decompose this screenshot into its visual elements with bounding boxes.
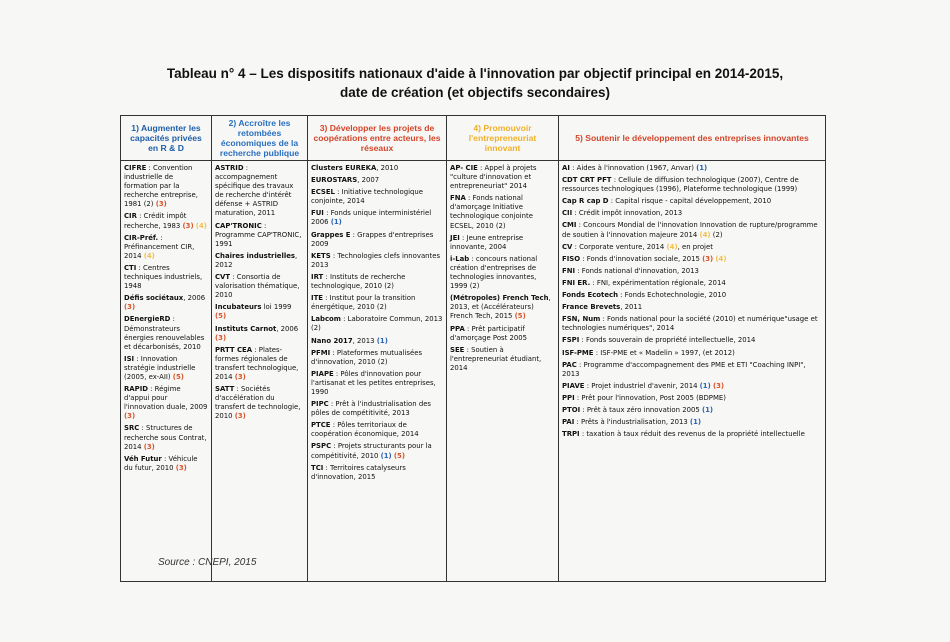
measure-item (311, 400, 443, 418)
measure-name: Labcom (311, 315, 341, 324)
measure-name: Incubateurs (215, 303, 262, 312)
measure-desc: , 2013, et (Accélérateurs) French Tech, 2015 (450, 294, 551, 321)
measure-desc: : Instituts de recherche technologique, 2010 (311, 272, 406, 291)
measure-item (450, 194, 555, 230)
measure-desc: : Fonds national d'innovation, 2013 (575, 266, 699, 275)
measure-desc: : Pôles territoriaux de coopération économique, 2014 (311, 421, 419, 439)
secondary-objective-tag: (2) (495, 221, 506, 230)
measure-name: PTCE (311, 421, 331, 430)
measure-desc: : Structures de recherche sous Contrat, 2014 (124, 424, 207, 451)
header-objective-3: 3) Développer les projets de coopérations entre acteurs, les réseaux (308, 116, 447, 161)
measure-item (124, 164, 208, 209)
measure-desc: : Laboratoire Commun, 2013 (340, 315, 443, 324)
measure-item (311, 252, 443, 270)
measure-desc: : Aides à l'innovation (1967, Anvar) (569, 164, 697, 172)
measure-desc: , 2007 (357, 176, 380, 185)
secondary-objective-tag: (3) (234, 412, 246, 421)
measure-item (311, 370, 443, 397)
secondary-objective-tag: (5) (514, 312, 526, 321)
measure-item (562, 418, 822, 427)
secondary-objective-tag: (1) (376, 336, 388, 345)
measure-item (311, 349, 443, 367)
measure-name: i-Lab (450, 254, 470, 263)
measure-name: PAC (562, 360, 577, 369)
secondary-objective-tag: (3) (712, 381, 725, 390)
measure-item (311, 176, 443, 185)
measure-item (215, 385, 304, 421)
measure-name: SATT (215, 385, 235, 394)
measure-desc: : Innovation stratégie industrielle (2005, ex-AII) (124, 354, 196, 381)
measure-item (450, 255, 555, 291)
measure-name: PFMI (311, 348, 331, 357)
measure-item (215, 252, 304, 270)
secondary-objective-tag: (2) (469, 282, 480, 291)
measure-item (311, 442, 443, 460)
measure-item (450, 234, 555, 252)
measure-desc: , 2010 (376, 164, 399, 172)
measure-desc: : Prêt à taux zéro innovation 2005 (580, 405, 702, 414)
measure-desc: : Fonds d'innovation sociale, 2015 (580, 254, 703, 263)
measure-name: PIPC (311, 400, 329, 409)
measure-item (215, 222, 304, 249)
measure-item (124, 294, 208, 312)
measure-name: PPI (562, 393, 575, 402)
measure-item (124, 385, 208, 421)
measure-item (311, 209, 443, 227)
secondary-objective-tag: (3) (175, 463, 187, 472)
measure-desc: : Appel à projets "culture d'innovation et entrepreneuriat" 2014 (450, 164, 537, 191)
secondary-objective-tag: (5) (172, 372, 184, 381)
measure-name: IRT (311, 272, 324, 281)
measure-desc: : Prêts à l'industrialisation, 2013 (574, 418, 690, 427)
measure-name: PTOI (562, 405, 581, 414)
measure-desc: : Grappes d'entreprises 2009 (311, 230, 434, 248)
measure-name: Véh Futur (124, 454, 162, 463)
measure-desc: : Capital risque - capital développement, 2010 (608, 197, 772, 206)
secondary-objective-tag: (3) (124, 303, 136, 312)
measure-desc: : Projets structurants pour la compétitivité, 2010 (311, 442, 432, 460)
measure-desc: : Consortia de valorisation thématique, 2010 (215, 273, 300, 300)
secondary-objective-tag: (1) (696, 164, 708, 172)
measure-desc: : Prêt participatif d'amorçage Post 2005 (450, 324, 528, 342)
measure-item (562, 382, 822, 391)
measure-desc: : Fonds national d'amorçage Initiative technologique conjointe ECSEL, 2010 (450, 194, 533, 230)
secondary-objective-tag: (4) (143, 251, 155, 260)
measure-name: FUI (311, 209, 324, 218)
measure-name: AI (562, 164, 570, 172)
measure-name: France Brevets (562, 303, 621, 312)
measure-name: CV (562, 242, 573, 251)
secondary-objective-tag: (4) (195, 221, 207, 230)
column-objective-3 (308, 161, 446, 581)
title-line-2: date de création (et objectifs secondaires) (339, 85, 611, 100)
measure-item (450, 325, 555, 343)
secondary-objective-tag: (2) (712, 230, 723, 239)
measure-item (124, 455, 208, 473)
measure-name: FISO (562, 254, 581, 263)
measure-name: KETS (311, 251, 331, 260)
measure-name: FNI ER. (562, 278, 591, 287)
measure-name: CII (562, 209, 573, 218)
measure-desc: : Soutien à l'entrepreneuriat étudiant, 2014 (450, 345, 542, 372)
secondary-objective-tag: (5) (215, 312, 227, 321)
measure-note: , en projet (677, 242, 713, 251)
measures-table (120, 115, 826, 582)
secondary-objective-tag: (1) (699, 381, 711, 390)
measure-desc: : FNI, expérimentation régionale, 2014 (590, 278, 726, 287)
measure-name: CIFRE (124, 164, 147, 172)
measure-item (124, 264, 208, 291)
column-objective-1 (121, 161, 211, 581)
measure-desc: : Régime d'appui pour l'innovation duale, 2009 (124, 385, 208, 412)
measure-item (562, 221, 822, 239)
measure-item (562, 176, 822, 194)
measure-name: EUROSTARS (311, 176, 358, 185)
measure-name: Grappes E (311, 230, 351, 239)
secondary-objective-tag: (3) (124, 412, 136, 421)
measure-name: (Métropoles) French Tech (450, 294, 549, 303)
secondary-objective-tag: (1) (380, 451, 392, 460)
measure-name: SEE (450, 345, 465, 354)
measure-desc: : Crédit impôt innovation, 2013 (572, 209, 683, 218)
measure-item (311, 464, 443, 482)
measure-item (311, 273, 443, 291)
secondary-objective-tag: (3) (234, 372, 246, 381)
measure-desc: : Institut pour la transition énergétique, 2010 (311, 294, 416, 312)
content-row (121, 161, 826, 582)
measure-item (562, 255, 822, 264)
secondary-objective-tag: (3) (143, 442, 155, 451)
secondary-objective-tag: (4) (666, 242, 678, 251)
measure-desc: , 2013 (352, 336, 377, 345)
secondary-objective-tag: (2) (376, 303, 387, 312)
measure-item (562, 406, 822, 415)
measure-name: CTI (124, 263, 137, 272)
measure-desc: : ISF-PME et « Madelin » 1997, (et 2012) (593, 348, 735, 357)
measure-desc: : Centres techniques industriels, 1948 (124, 263, 203, 291)
measure-item (311, 315, 443, 333)
secondary-objective-tag: (3) (155, 200, 167, 209)
measure-name: FSPI (562, 336, 580, 345)
measure-item (562, 361, 822, 379)
measure-name: Cap R cap D (562, 197, 609, 206)
measure-name: ASTRID (215, 164, 244, 172)
measure-name: TRPI (562, 430, 580, 439)
secondary-objective-tag: (2) (384, 282, 394, 291)
measure-item (124, 234, 208, 261)
measure-name: Fonds Ecotech (562, 291, 618, 300)
secondary-objective-tag: (2) (377, 357, 388, 366)
measure-name: Défis sociétaux (124, 294, 184, 303)
measure-desc: : Sociétés d'accélération du transfert de technologie, 2010 (215, 385, 301, 421)
measure-item (311, 421, 443, 439)
secondary-objective-tag: (4) (715, 254, 727, 263)
measure-name: Instituts Carnot (215, 324, 277, 333)
secondary-objective-tag: (5) (393, 451, 405, 460)
measure-desc: , 2006 (276, 324, 299, 333)
measure-name: FNI (562, 266, 576, 275)
header-objective-2: 2) Accroître les retombées économiques de la recherche publique (212, 116, 308, 161)
header-objective-1: 1) Augmenter les capacités privées en R & D (121, 116, 212, 161)
measure-item (124, 212, 208, 230)
measure-item (311, 231, 443, 249)
measure-desc: : accompagnement spécifique des travaux de recherche d'intérêt défense + ASTRID maturation, 2011 (215, 164, 294, 218)
measure-desc: : Territoires catalyseurs d'innovation, 2015 (311, 463, 406, 481)
measure-item (562, 243, 822, 252)
measure-item (450, 164, 555, 191)
column-objective-2 (212, 161, 307, 581)
measure-name: SRC (124, 424, 140, 433)
secondary-objective-tag: (1) (701, 405, 714, 414)
column-objective-5 (559, 161, 825, 581)
secondary-objective-tag: (3) (182, 221, 194, 230)
measure-desc: , 2006 (183, 294, 206, 303)
measure-name: CAP'TRONIC (215, 221, 262, 230)
measure-desc: : Plates-formes régionales de transfert technologique, 2014 (215, 345, 299, 381)
measure-item (124, 355, 208, 382)
measure-name: JEI (450, 233, 460, 242)
measure-item (215, 325, 304, 343)
measure-name: ISF-PME (562, 348, 594, 357)
measure-item (215, 346, 304, 382)
measure-item (215, 273, 304, 300)
measure-name: CDT CRT PFT (562, 176, 612, 185)
measure-item (215, 303, 304, 321)
measure-desc: : Préfinancement CIR, 2014 (124, 233, 195, 260)
measure-item (562, 291, 822, 300)
measure-item (450, 346, 555, 373)
measure-name: CIR (124, 212, 137, 221)
measure-item (311, 188, 443, 206)
measure-item (124, 424, 208, 451)
header-row (121, 116, 826, 161)
measure-desc: : Projet industriel d'avenir, 2014 (584, 381, 700, 390)
measure-name: Nano 2017 (311, 336, 353, 345)
source-note: Source : CNEPI, 2015 (158, 557, 257, 568)
measure-item (562, 267, 822, 276)
measure-desc: : Prêt à l'industrialisation des pôles de compétitivité, 2013 (311, 400, 432, 418)
measure-desc: : Fonds unique interministériel 2006 (311, 209, 432, 227)
measure-item (450, 294, 555, 321)
measure-item (562, 279, 822, 288)
measure-desc: , 2011 (620, 303, 643, 312)
measure-name: AP- CIE (450, 164, 478, 172)
measure-desc: : Cellule de diffusion technologique (2007), Centre de ressources technologiques (1996), Plateforme technologique (1999) (562, 176, 799, 194)
measure-item (124, 315, 208, 351)
measure-item (562, 164, 822, 173)
measure-desc: : Programme CAP'TRONIC, 1991 (215, 221, 302, 248)
measure-item (562, 336, 822, 345)
measure-name: PIAPE (311, 369, 334, 378)
secondary-objective-tag: (4) (699, 230, 711, 239)
measure-desc: : Corporate venture, 2014 (572, 242, 667, 251)
measure-item (215, 164, 304, 219)
measure-name: ITE (311, 294, 323, 303)
title-line-1: Tableau n° 4 – Les dispositifs nationaux d'aide à l'innovation par objectif principal en 2014-2015, (166, 66, 784, 81)
measure-item (562, 209, 822, 218)
header-objective-5: 5) Soutenir le développement des entreprises innovantes (559, 116, 826, 161)
measure-name: RAPID (124, 385, 148, 394)
measure-desc: : Démonstrateurs énergies renouvelables et décarbonisés, 2010 (124, 315, 205, 351)
measure-name: ISI (124, 354, 135, 363)
measure-desc: : Concours Mondial de l'innovation Innovation de rupture/programme de soutien à l'innovation majeure 2014 (562, 221, 818, 239)
secondary-objective-tag: (3) (215, 333, 227, 342)
measure-item (562, 303, 822, 312)
measure-name: CIR-Préf. (124, 233, 159, 242)
measure-desc: loi 1999 (261, 303, 292, 312)
measure-desc: : Initiative technologique conjointe, 2014 (311, 188, 424, 206)
measure-desc: : Programme d'accompagnement des PME et ETI "Coaching INPI", 2013 (562, 360, 806, 378)
measure-name: PIAVE (562, 381, 585, 390)
measure-desc: : taxation à taux réduit des revenus de la propriété intellectuelle (579, 430, 805, 439)
measure-desc: : Fonds souverain de propriété intellectuelle, 2014 (579, 336, 756, 345)
measure-item (311, 164, 443, 173)
measure-item (562, 394, 822, 403)
secondary-objective-tag: (2) (311, 324, 321, 333)
measure-item (311, 294, 443, 312)
secondary-objective-tag: (2) (143, 200, 154, 209)
measure-name: FSN, Num (562, 315, 601, 324)
measure-item (562, 197, 822, 206)
measure-name: FNA (450, 194, 466, 203)
measure-name: Clusters EUREKA (311, 164, 377, 172)
measure-name: PSPC (311, 442, 332, 451)
measure-name: DEnergieRD (124, 315, 171, 324)
measure-desc: : Fonds Echotechnologie, 2010 (617, 291, 727, 300)
measure-item (311, 337, 443, 346)
measure-name: ECSEL (311, 188, 335, 197)
measure-desc: : Fonds national pour la société (2010) et numérique"usage et technologies numériques", 2014 (562, 315, 818, 333)
table-title (0, 64, 950, 102)
measure-name: Chaires industrielles (215, 251, 295, 260)
measure-desc: : Technologies clefs innovantes 2013 (311, 251, 441, 269)
measure-desc: , 2012 (215, 251, 298, 269)
measure-name: PAI (562, 418, 575, 427)
measure-desc: : Crédit impôt recherche, 1983 (124, 212, 187, 230)
measure-item (562, 349, 822, 358)
measure-name: CMI (562, 221, 577, 230)
measure-name: CVT (215, 273, 231, 282)
column-objective-4 (447, 161, 558, 581)
secondary-objective-tag: (1) (689, 418, 702, 427)
measure-item (562, 430, 822, 439)
header-objective-4: 4) Promouvoir l'entrepreneuriat innovant (447, 116, 559, 161)
measure-desc: : Prêt pour l'innovation, Post 2005 (BDPME) (574, 393, 726, 402)
measure-desc: : Convention industrielle de formation par la recherche entreprise, 1981 (124, 164, 198, 209)
measure-name: PRTT CEA (215, 345, 253, 354)
measure-desc: : Jeune entreprise innovante, 2004 (450, 233, 524, 251)
measure-desc: : Plateformes mutualisées d'innovation, 2010 (311, 348, 423, 366)
measure-name: PPA (450, 324, 465, 333)
secondary-objective-tag: (1) (330, 218, 342, 227)
measure-item (562, 315, 822, 333)
measure-desc: : Véhicule du futur, 2010 (124, 454, 198, 472)
secondary-objective-tag: (3) (702, 254, 714, 263)
measure-desc: : Pôles d'innovation pour l'artisanat et les petites entreprises, 1990 (311, 369, 436, 396)
measure-desc: : concours national création d'entreprises de technologies innovantes, 1999 (450, 254, 538, 291)
measure-name: TCI (311, 463, 324, 472)
